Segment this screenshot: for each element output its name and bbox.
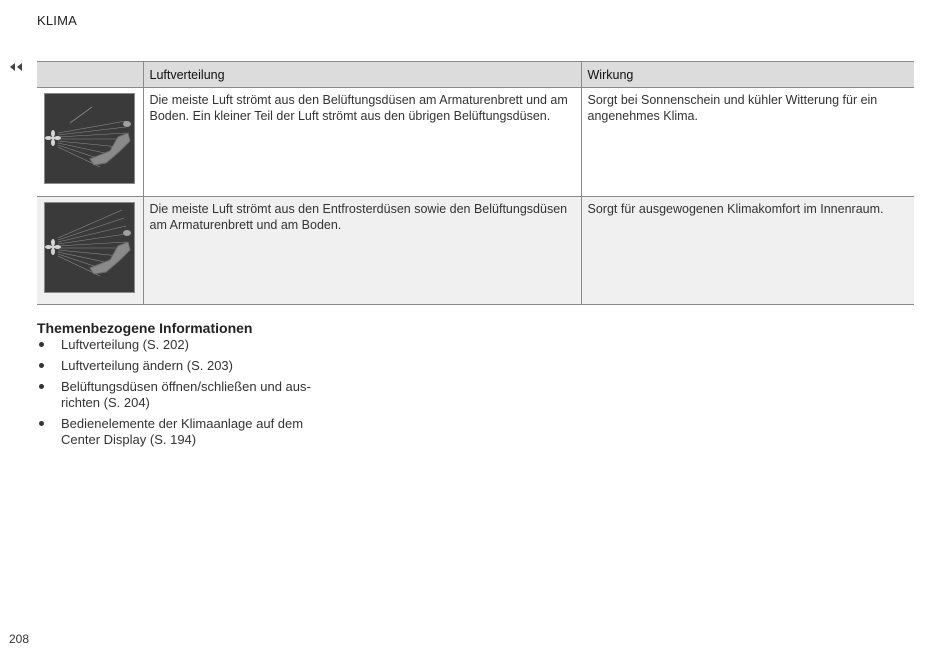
column-header-wirkung: Wirkung — [581, 62, 914, 88]
related-link[interactable]: Belüftungsdüsen öffnen/schließen und aus-richten (S. 204) — [61, 379, 311, 410]
related-link[interactable]: Bedienelemente der Klimaanlage auf dem Center Display (S. 194) — [61, 416, 304, 447]
related-information — [37, 320, 327, 453]
bullet-icon — [39, 363, 44, 368]
air-distribution-table — [37, 61, 914, 305]
air-distribution-panel-floor-icon — [44, 93, 135, 184]
related-link[interactable]: Luftverteilung ändern (S. 203) — [61, 358, 233, 373]
section-title: KLIMA — [37, 13, 78, 28]
bullet-icon — [39, 384, 44, 389]
related-title: Themenbezogene Informationen — [37, 320, 253, 336]
column-header-illustration — [37, 62, 143, 88]
page-number: 208 — [9, 632, 30, 646]
list-item — [37, 379, 327, 411]
illustration-cell — [37, 197, 143, 305]
table-row — [37, 197, 914, 305]
column-header-luftverteilung: Luftverteilung — [143, 62, 581, 88]
bullet-icon — [39, 421, 44, 426]
related-list — [37, 337, 327, 448]
air-distribution-defrost-panel-floor-icon — [44, 202, 135, 293]
list-item — [37, 337, 327, 353]
table-header-row — [37, 62, 914, 88]
table-row — [37, 88, 914, 197]
wirkung-cell: Sorgt für ausgewogenen Klimakomfort im Innenraum. — [581, 197, 914, 305]
double-left-arrow-icon[interactable] — [9, 62, 23, 72]
related-link[interactable]: Luftverteilung (S. 202) — [61, 337, 189, 352]
luftverteilung-cell: Die meiste Luft strömt aus den Belüftungsdüsen am Armaturenbrett und am Boden. Ein kleiner Teil der Luft strömt aus den übrigen Belüftungsdüsen. — [143, 88, 581, 197]
bullet-icon — [39, 342, 44, 347]
wirkung-cell: Sorgt bei Sonnenschein und kühler Witterung für ein angenehmes Klima. — [581, 88, 914, 197]
list-item — [37, 416, 327, 448]
illustration-cell — [37, 88, 143, 197]
list-item — [37, 358, 327, 374]
luftverteilung-cell: Die meiste Luft strömt aus den Entfrosterdüsen sowie den Belüftungsdüsen am Armaturenbrett und am Boden. — [143, 197, 581, 305]
